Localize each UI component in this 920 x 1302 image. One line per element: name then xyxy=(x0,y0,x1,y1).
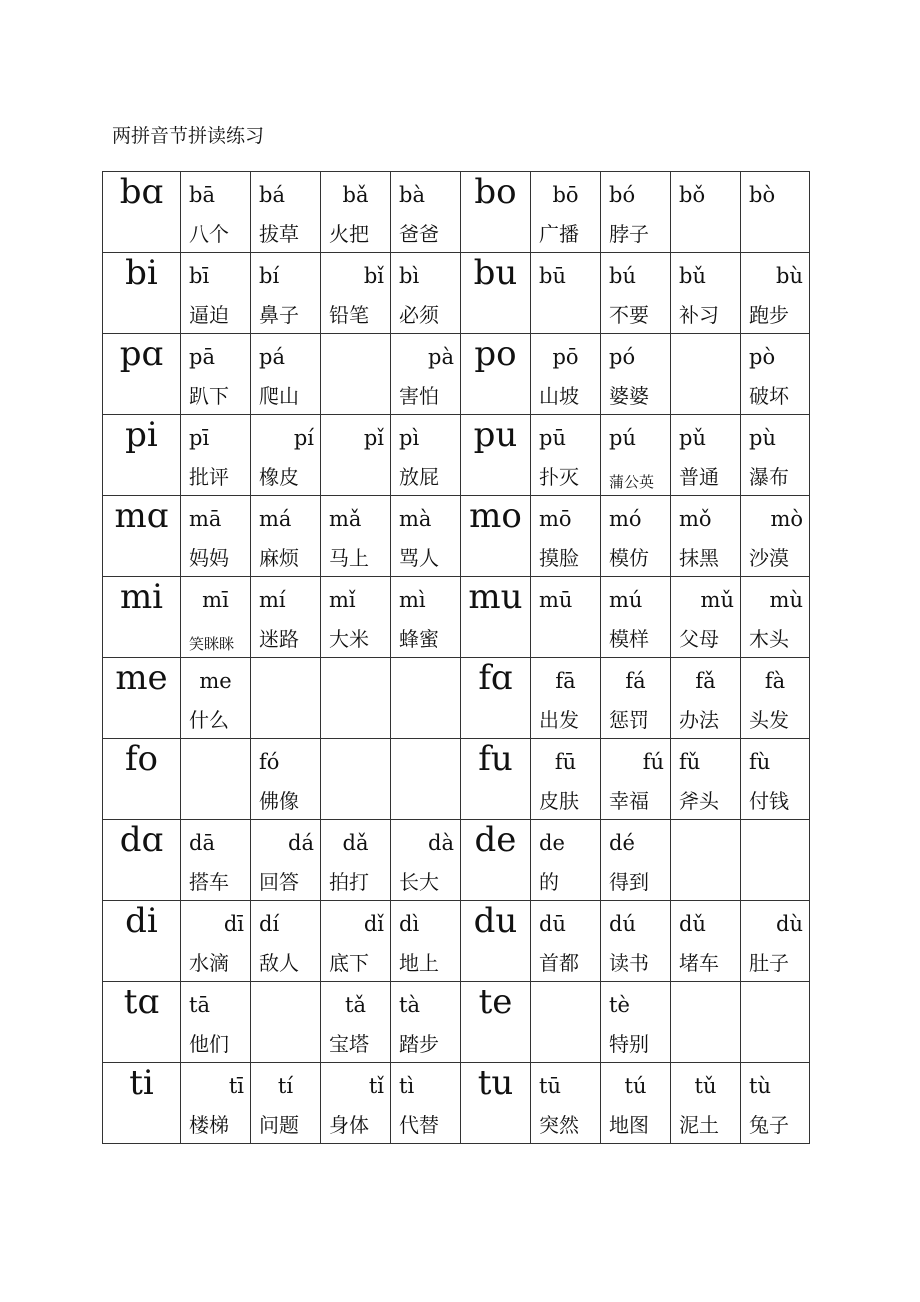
tone-cell xyxy=(741,739,810,820)
tone-cell xyxy=(531,334,601,415)
tone-cell xyxy=(251,982,321,1063)
example-word: 沙漠 xyxy=(749,546,789,570)
tone-cell xyxy=(741,577,810,658)
syllable-cell: bɑ xyxy=(103,172,181,253)
example-word: 必须 xyxy=(399,303,439,327)
tone-cell xyxy=(321,982,391,1063)
tone-cell xyxy=(181,901,251,982)
example-word: 拔草 xyxy=(259,222,299,246)
table-row xyxy=(103,415,810,496)
tone-cell xyxy=(391,172,461,253)
table-row xyxy=(103,901,810,982)
syllable-cell: bi xyxy=(103,253,181,334)
tone-cell xyxy=(741,172,810,253)
example-word: 楼梯 xyxy=(189,1113,229,1137)
tone-cell xyxy=(321,820,391,901)
tone-cell xyxy=(251,172,321,253)
example-word: 蒲公英 xyxy=(609,473,655,491)
example-word: 付钱 xyxy=(749,789,789,813)
syllable-table xyxy=(102,171,810,1144)
example-word: 爸爸 xyxy=(399,222,439,246)
example-word: 出发 xyxy=(539,708,579,732)
page-title: 两拼音节拼读练习 xyxy=(112,125,265,147)
example-word: 首都 xyxy=(539,951,579,975)
tone-cell xyxy=(741,658,810,739)
syllable-cell: di xyxy=(103,901,181,982)
tone-cell xyxy=(601,334,671,415)
pinyin-label: mì xyxy=(399,588,426,612)
syllable-cell: mɑ xyxy=(103,496,181,577)
tone-cell xyxy=(741,820,810,901)
pinyin-label: tǔ xyxy=(694,1074,717,1098)
pinyin-label: bǒ xyxy=(679,183,706,207)
tone-cell xyxy=(321,253,391,334)
syllable-cell: fo xyxy=(103,739,181,820)
example-word: 马上 xyxy=(329,546,369,570)
example-word: 模仿 xyxy=(609,546,649,570)
tone-cell xyxy=(531,415,601,496)
pinyin-label: pá xyxy=(259,345,285,369)
pinyin-label: mǔ xyxy=(700,588,734,612)
pinyin-label: bà xyxy=(399,183,425,207)
table-row xyxy=(103,334,810,415)
tone-cell xyxy=(531,739,601,820)
table-row xyxy=(103,172,810,253)
tone-cell xyxy=(321,577,391,658)
pinyin-label: bú xyxy=(609,264,636,288)
pinyin-label: mǎ xyxy=(329,507,362,531)
example-word: 长大 xyxy=(399,870,439,894)
pinyin-label: tà xyxy=(399,993,420,1017)
pinyin-label: mǒ xyxy=(679,507,712,531)
pinyin-label: tú xyxy=(624,1074,647,1098)
pinyin-label: dǎ xyxy=(342,831,369,855)
example-word: 脖子 xyxy=(609,222,649,246)
example-word: 火把 xyxy=(329,222,369,246)
pinyin-label: bī xyxy=(189,264,210,288)
syllable-cell: de xyxy=(461,820,531,901)
tone-cell xyxy=(741,253,810,334)
tone-cell xyxy=(181,739,251,820)
table-row xyxy=(103,577,810,658)
pinyin-label: mà xyxy=(399,507,432,531)
tone-cell xyxy=(601,172,671,253)
example-word: 堵车 xyxy=(679,951,719,975)
pinyin-label: pù xyxy=(749,426,776,450)
tone-cell xyxy=(741,415,810,496)
tone-cell xyxy=(531,253,601,334)
pinyin-label: mī xyxy=(202,588,229,612)
example-word: 骂人 xyxy=(399,546,439,570)
tone-cell xyxy=(671,901,741,982)
syllable-cell: tu xyxy=(461,1063,531,1144)
example-word: 敌人 xyxy=(259,951,299,975)
pinyin-label: tù xyxy=(749,1074,771,1098)
pinyin-label: fā xyxy=(555,669,576,693)
syllable-cell: pu xyxy=(461,415,531,496)
example-word: 爬山 xyxy=(259,384,299,408)
example-word: 斧头 xyxy=(679,789,719,813)
pinyin-label: bù xyxy=(776,264,803,288)
tone-cell xyxy=(531,658,601,739)
tone-cell xyxy=(601,658,671,739)
pinyin-label: dā xyxy=(189,831,215,855)
tone-cell xyxy=(251,658,321,739)
pinyin-label: dǐ xyxy=(363,912,384,936)
tone-cell xyxy=(251,496,321,577)
pinyin-label: bō xyxy=(552,183,579,207)
example-word: 笑眯眯 xyxy=(189,635,235,653)
pinyin-label: tǐ xyxy=(368,1074,384,1098)
example-word: 肚子 xyxy=(749,951,789,975)
pinyin-label: pǐ xyxy=(363,426,384,450)
tone-cell xyxy=(321,739,391,820)
example-word: 得到 xyxy=(609,870,649,894)
tone-cell xyxy=(601,253,671,334)
tone-cell xyxy=(181,496,251,577)
pinyin-label: pì xyxy=(399,426,420,450)
pinyin-label: mó xyxy=(609,507,642,531)
example-word: 身体 xyxy=(329,1113,369,1137)
table-row xyxy=(103,496,810,577)
pinyin-label: mú xyxy=(609,588,643,612)
example-word: 踏步 xyxy=(399,1032,439,1056)
example-word: 害怕 xyxy=(399,384,439,408)
pinyin-label: dù xyxy=(776,912,803,936)
example-word: 幸福 xyxy=(609,789,649,813)
tone-cell xyxy=(671,253,741,334)
pinyin-label: pū xyxy=(539,426,566,450)
example-word: 佛像 xyxy=(259,789,299,813)
tone-cell xyxy=(601,982,671,1063)
tone-cell xyxy=(181,253,251,334)
example-word: 代替 xyxy=(399,1113,439,1137)
tone-cell xyxy=(321,334,391,415)
tone-cell xyxy=(181,577,251,658)
example-word: 大米 xyxy=(329,627,369,651)
example-word: 不要 xyxy=(609,303,649,327)
pinyin-label: tī xyxy=(228,1074,244,1098)
syllable-cell: fɑ xyxy=(461,658,531,739)
pinyin-label: fà xyxy=(764,669,786,693)
example-word: 蜂蜜 xyxy=(399,627,439,651)
example-word: 广播 xyxy=(539,222,579,246)
example-word: 山坡 xyxy=(539,384,579,408)
example-word: 什么 xyxy=(189,708,229,732)
example-word: 水滴 xyxy=(189,951,229,975)
example-word: 跑步 xyxy=(749,303,789,327)
example-word: 地上 xyxy=(399,951,439,975)
example-word: 木头 xyxy=(749,627,789,651)
example-word: 搭车 xyxy=(189,870,229,894)
pinyin-label: pú xyxy=(609,426,636,450)
example-word: 批评 xyxy=(189,465,229,489)
tone-cell xyxy=(531,496,601,577)
tone-cell xyxy=(181,982,251,1063)
pinyin-label: mū xyxy=(539,588,573,612)
pinyin-label: fǔ xyxy=(679,750,701,774)
tone-cell xyxy=(601,820,671,901)
pinyin-label: pā xyxy=(189,345,215,369)
tone-cell xyxy=(391,739,461,820)
pinyin-label: bò xyxy=(749,183,776,207)
tone-cell xyxy=(671,1063,741,1144)
tone-cell xyxy=(321,901,391,982)
table-row xyxy=(103,1063,810,1144)
example-word: 宝塔 xyxy=(329,1032,369,1056)
tone-cell xyxy=(181,415,251,496)
pinyin-label: bǐ xyxy=(363,264,384,288)
pinyin-label: mā xyxy=(189,507,222,531)
example-word: 他们 xyxy=(189,1032,229,1056)
example-word: 模样 xyxy=(609,627,649,651)
tone-cell xyxy=(671,739,741,820)
tone-cell xyxy=(251,739,321,820)
pinyin-label: dū xyxy=(539,912,566,936)
pinyin-label: mō xyxy=(539,507,572,531)
tone-cell xyxy=(741,1063,810,1144)
table-row xyxy=(103,982,810,1063)
pinyin-label: mí xyxy=(259,588,286,612)
example-word: 拍打 xyxy=(329,870,369,894)
syllable-cell: te xyxy=(461,982,531,1063)
pinyin-label: fū xyxy=(554,750,577,774)
tone-cell xyxy=(391,577,461,658)
example-word: 放屁 xyxy=(399,465,439,489)
pinyin-label: bó xyxy=(609,183,636,207)
tone-cell xyxy=(391,253,461,334)
pinyin-label: fá xyxy=(625,669,646,693)
pinyin-label: mǐ xyxy=(329,588,356,612)
pinyin-label: tè xyxy=(609,993,630,1017)
pinyin-label: dá xyxy=(288,831,314,855)
tone-cell xyxy=(181,334,251,415)
tone-cell xyxy=(601,1063,671,1144)
example-word: 普通 xyxy=(679,465,719,489)
tone-cell xyxy=(391,658,461,739)
pinyin-label: bá xyxy=(259,183,285,207)
example-word: 问题 xyxy=(259,1113,299,1137)
example-word: 铅笔 xyxy=(329,303,369,327)
pinyin-label: tū xyxy=(539,1074,561,1098)
pinyin-label: mò xyxy=(770,507,803,531)
pinyin-label: tì xyxy=(399,1074,415,1098)
example-word: 回答 xyxy=(259,870,299,894)
syllable-cell: du xyxy=(461,901,531,982)
example-word: 父母 xyxy=(679,627,719,651)
pinyin-label: dì xyxy=(399,912,420,936)
tone-cell xyxy=(741,334,810,415)
tone-cell xyxy=(251,253,321,334)
tone-cell xyxy=(181,1063,251,1144)
tone-cell xyxy=(251,334,321,415)
tone-cell xyxy=(391,901,461,982)
pinyin-label: bǔ xyxy=(679,264,706,288)
example-word: 橡皮 xyxy=(259,465,299,489)
example-word: 兔子 xyxy=(749,1113,789,1137)
example-word: 趴下 xyxy=(189,384,229,408)
pinyin-label: bā xyxy=(189,183,215,207)
pinyin-label: dú xyxy=(609,912,636,936)
tone-cell xyxy=(531,820,601,901)
tone-cell xyxy=(251,901,321,982)
pinyin-label: pó xyxy=(609,345,636,369)
example-word: 迷路 xyxy=(259,627,299,651)
pinyin-label: fú xyxy=(642,750,664,774)
tone-cell xyxy=(671,415,741,496)
syllable-cell: fu xyxy=(461,739,531,820)
tone-cell xyxy=(671,658,741,739)
pinyin-label: pò xyxy=(749,345,776,369)
pinyin-label: pǔ xyxy=(679,426,706,450)
tone-cell xyxy=(181,658,251,739)
pinyin-label: fó xyxy=(259,750,280,774)
example-word: 底下 xyxy=(329,951,369,975)
syllable-cell: dɑ xyxy=(103,820,181,901)
pinyin-label: dǔ xyxy=(679,912,706,936)
example-word: 地图 xyxy=(609,1113,649,1137)
pinyin-label: fǎ xyxy=(695,669,716,693)
example-word: 皮肤 xyxy=(539,789,579,813)
tone-cell xyxy=(251,1063,321,1144)
tone-cell xyxy=(671,172,741,253)
pinyin-label: pī xyxy=(189,426,210,450)
tone-cell xyxy=(251,415,321,496)
tone-cell xyxy=(671,334,741,415)
tone-cell xyxy=(531,577,601,658)
tone-cell xyxy=(321,658,391,739)
pinyin-label: pō xyxy=(552,345,579,369)
tone-cell xyxy=(671,496,741,577)
syllable-cell: pi xyxy=(103,415,181,496)
example-word: 破坏 xyxy=(749,384,789,408)
pinyin-label: me xyxy=(199,669,232,693)
tone-cell xyxy=(321,172,391,253)
tone-cell xyxy=(741,901,810,982)
tone-cell xyxy=(671,982,741,1063)
table-row xyxy=(103,253,810,334)
example-word: 特别 xyxy=(609,1032,649,1056)
example-word: 抹黑 xyxy=(679,546,719,570)
tone-cell xyxy=(251,820,321,901)
table-row xyxy=(103,658,810,739)
tone-cell xyxy=(741,982,810,1063)
pinyin-label: tí xyxy=(277,1074,294,1098)
example-word: 突然 xyxy=(539,1113,579,1137)
pinyin-label: tǎ xyxy=(345,993,366,1017)
syllable-cell: me xyxy=(103,658,181,739)
tone-cell xyxy=(601,415,671,496)
pinyin-label: dé xyxy=(609,831,635,855)
example-word: 鼻子 xyxy=(259,303,299,327)
example-word: 摸脸 xyxy=(539,546,579,570)
syllable-cell: mi xyxy=(103,577,181,658)
tone-cell xyxy=(741,496,810,577)
tone-cell xyxy=(601,901,671,982)
tone-cell xyxy=(251,577,321,658)
tone-cell xyxy=(181,820,251,901)
pinyin-label: fù xyxy=(749,750,771,774)
table-row xyxy=(103,820,810,901)
pinyin-label: pà xyxy=(428,345,454,369)
syllable-cell: tɑ xyxy=(103,982,181,1063)
pinyin-label: bì xyxy=(399,264,420,288)
tone-cell xyxy=(671,577,741,658)
example-word: 八个 xyxy=(189,222,229,246)
example-word: 的 xyxy=(539,870,559,894)
example-word: 扑灭 xyxy=(539,465,579,489)
syllable-cell: bo xyxy=(461,172,531,253)
tone-cell xyxy=(391,1063,461,1144)
example-word: 瀑布 xyxy=(749,465,789,489)
tone-cell xyxy=(391,820,461,901)
tone-cell xyxy=(601,739,671,820)
syllable-cell: mo xyxy=(461,496,531,577)
tone-cell xyxy=(531,901,601,982)
syllable-cell: po xyxy=(461,334,531,415)
tone-cell xyxy=(391,496,461,577)
syllable-cell: ti xyxy=(103,1063,181,1144)
example-word: 妈妈 xyxy=(189,546,229,570)
tone-cell xyxy=(671,820,741,901)
pinyin-label: mù xyxy=(769,588,803,612)
tone-cell xyxy=(321,496,391,577)
tone-cell xyxy=(321,415,391,496)
pinyin-label: bǎ xyxy=(342,183,369,207)
example-word: 惩罚 xyxy=(609,708,649,732)
pinyin-label: dà xyxy=(428,831,454,855)
pinyin-label: bū xyxy=(539,264,566,288)
tone-cell xyxy=(391,334,461,415)
syllable-cell: mu xyxy=(461,577,531,658)
example-word: 读书 xyxy=(609,951,649,975)
syllable-cell: bu xyxy=(461,253,531,334)
tone-cell xyxy=(601,496,671,577)
tone-cell xyxy=(531,1063,601,1144)
tone-cell xyxy=(321,1063,391,1144)
pinyin-label: tā xyxy=(189,993,210,1017)
example-word: 逼迫 xyxy=(189,303,229,327)
pinyin-label: de xyxy=(539,831,565,855)
example-word: 麻烦 xyxy=(259,546,299,570)
pinyin-label: má xyxy=(259,507,292,531)
tone-cell xyxy=(601,577,671,658)
example-word: 办法 xyxy=(679,708,719,732)
tone-cell xyxy=(531,982,601,1063)
pinyin-label: dí xyxy=(259,912,280,936)
tone-cell xyxy=(531,172,601,253)
tone-cell xyxy=(391,415,461,496)
syllable-cell: pɑ xyxy=(103,334,181,415)
table-row xyxy=(103,739,810,820)
example-word: 头发 xyxy=(749,708,789,732)
example-word: 补习 xyxy=(679,303,719,327)
pinyin-label: pí xyxy=(293,426,314,450)
pinyin-label: bí xyxy=(259,264,280,288)
tone-cell xyxy=(391,982,461,1063)
example-word: 婆婆 xyxy=(609,384,649,408)
example-word: 泥土 xyxy=(679,1113,719,1137)
pinyin-label: dī xyxy=(223,912,244,936)
tone-cell xyxy=(181,172,251,253)
